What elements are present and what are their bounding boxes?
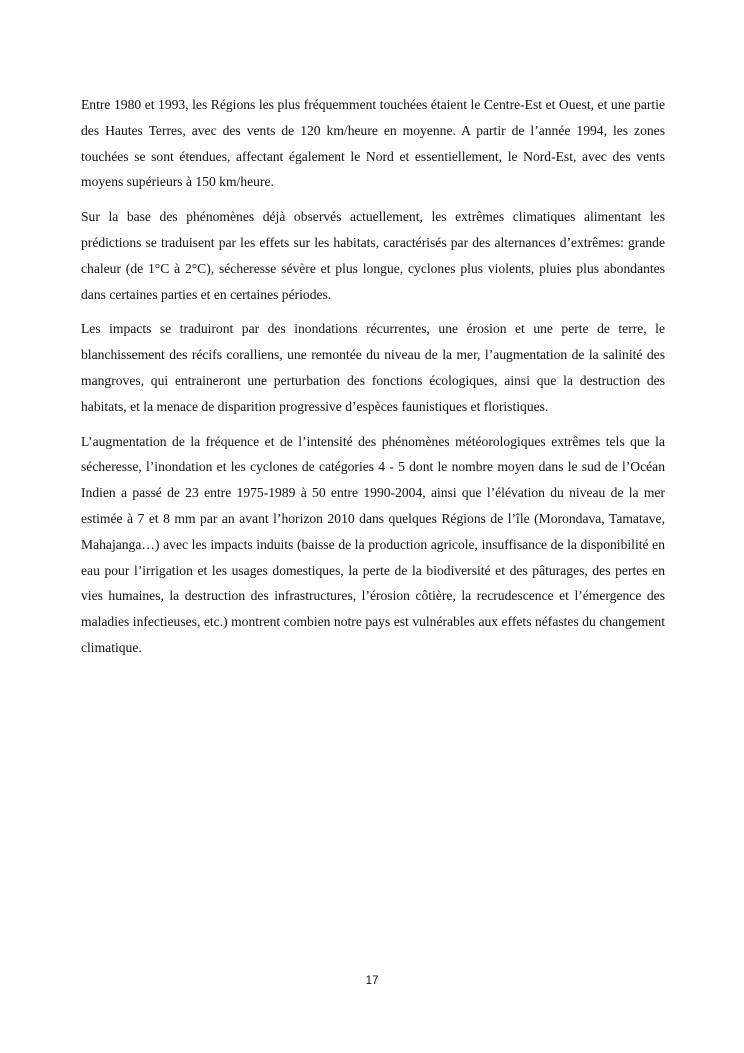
page-number: 17: [365, 975, 379, 987]
paragraph-climate-extremes: Sur la base des phénomènes déjà observés actuellement, les extrêmes climatiques alimentant les prédictions se traduisent par les effets sur les habitats, caractérisés par des alternances d’extrêmes: grande chaleur (de 1°C à 2°C), sécheresse sévère et plus longue, cyclones plus violents, pluies plus abondantes dans certaines parties et en certaines périodes.: [81, 209, 665, 302]
paragraph-cyclone-history: Entre 1980 et 1993, les Régions les plus fréquemment touchées étaient le Centre-Est et Ouest, et une partie des Hautes Terres, avec des vents de 120 km/heure en moyenne. A partir de l’année 1994, les zones touchées se sont étendues, affectant également le Nord et essentiellement, le Nord-Est, avec des vents moyens supérieurs à 150 km/heure.: [81, 97, 665, 190]
paragraph-vulnerability: L’augmentation de la fréquence et de l’intensité des phénomènes météorologiques extrêmes tels que la sécheresse, l’inondation et les cyclones de catégories 4 - 5 dont le nombre moyen dans le sud de l’Océan Indien a passé de 23 entre 1975-1989 à 50 entre 1990-2004, ainsi que l’élévation du niveau de la mer estimée à 7 et 8 mm par an avant l’horizon 2010 dans quelques Régions de l’île (Morondava, Tamatave, Mahajanga…) avec les impacts induits (baisse de la production agricole, insuffisance de la disponibilité en eau pour l’irrigation et les usages domestiques, la perte de la biodiversité et des pâturages, des pertes en vies humaines, la destruction des infrastructures, l’érosion côtière, la recrudescence et l’émergence des maladies infectieuses, etc.) montrent combien notre pays est vulnérables aux effets néfastes du changement climatique.: [81, 433, 665, 655]
body-text: [81, 92, 665, 670]
paragraph-impacts: Les impacts se traduiront par des inondations récurrentes, une érosion et une perte de terre, le blanchissement des récifs coralliens, une remontée du niveau de la mer, l’augmentation de la salinité des mangroves, qui entraineront une perturbation des fonctions écologiques, ainsi que la destruction des habitats, et la menace de disparition progressive d’espèces faunistiques et floristiques.: [81, 321, 665, 414]
